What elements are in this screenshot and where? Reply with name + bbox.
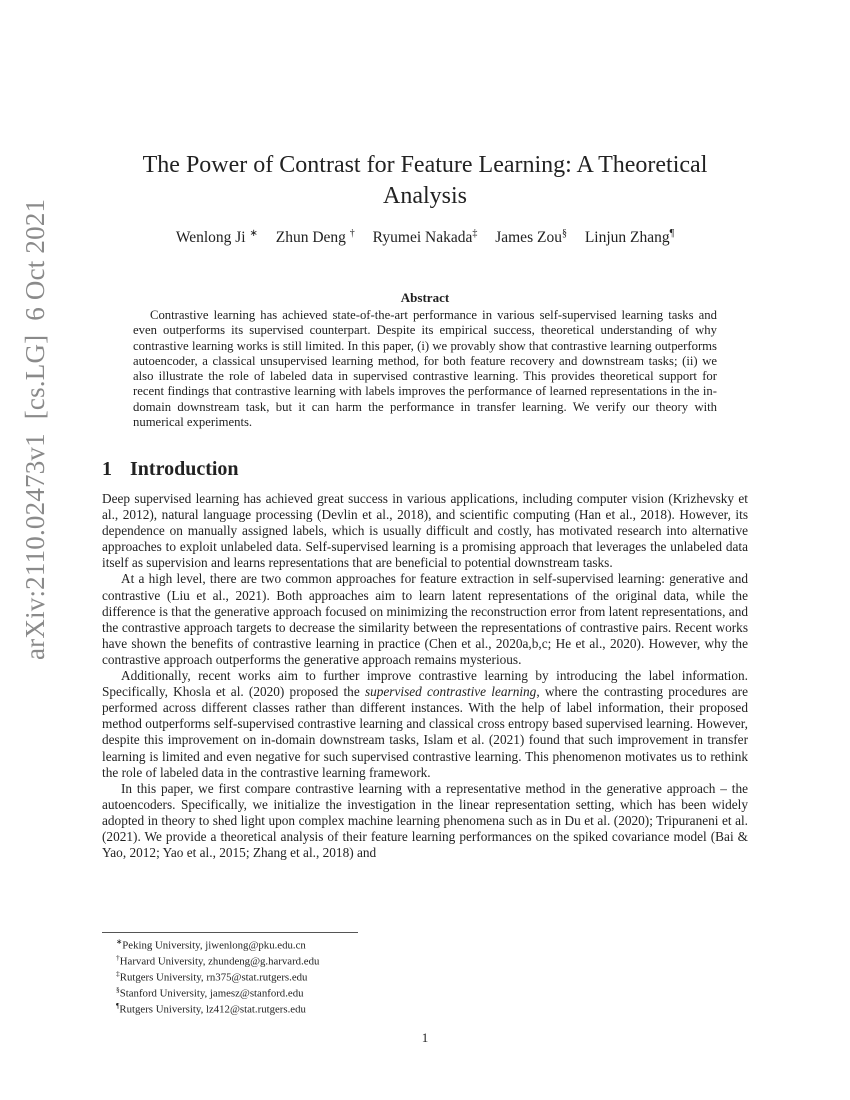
author xyxy=(373,229,478,246)
author-mark: ∗ xyxy=(249,228,258,239)
footnote xyxy=(116,936,319,952)
paragraph xyxy=(102,668,748,781)
section-body xyxy=(102,491,748,861)
author-mark: ‡ xyxy=(472,228,478,239)
paragraph-text: Additionally, recent works aim to further improve contrastive learning by introducing the label information. Specifically, Khosla et al. (2020) proposed the xyxy=(102,668,748,700)
author xyxy=(585,229,674,246)
footnote-mark: ∗ xyxy=(116,937,123,946)
footnote-mark: ¶ xyxy=(116,1001,120,1010)
author-mark: ¶ xyxy=(669,228,675,239)
footnote-text: Rutgers University, lz412@stat.rutgers.edu xyxy=(119,1003,306,1016)
footnotes xyxy=(116,936,319,1016)
emphasis-text: supervised contrastive learning xyxy=(364,684,537,700)
abstract-text: Contrastive learning has achieved state-of-the-art performance in various self-supervised learning tasks and even outperforms its supervised counterpart. Despite its empirical success, theoretical understanding of why contrastive learning works is still limited. In this paper, (i) we provably show that contrastive learning outperforms autoencoder, a classical unsupervised learning method, for both feature recovery and downstream tasks; (ii) we also illustrate the role of labeled data in supervised contrastive learning. This provides theoretical support for recent findings that contrastive learning with labels improves the performance of learned representations in the in-domain downstream task, but it can harm the performance in transfer learning. We verify our theory with numerical experiments. xyxy=(133,308,717,430)
footnote-text: Harvard University, zhundeng@g.harvard.edu xyxy=(119,955,320,968)
paragraph: Deep supervised learning has achieved great success in various applications, including computer vision (Krizhevsky et al., 2012), natural language processing (Devlin et al., 2018), and scientific computing (Han et al., 2018). However, its dependence on manually assigned labels, which is usually difficult and costly, has motivated research into alternative approaches to exploit unlabeled data. Self-supervised learning is a promising approach that leverages the unlabeled data itself as supervision and learns representations that are beneficial to potential downstream tasks. xyxy=(102,491,748,571)
author-name: Zhun Deng xyxy=(275,229,346,247)
arxiv-stamp: arXiv:2110.02473v1 [cs.LG] 6 Oct 2021 xyxy=(20,198,50,660)
footnote xyxy=(116,952,319,968)
author-name: Ryumei Nakada xyxy=(372,229,473,247)
section-heading xyxy=(102,458,239,481)
footnote xyxy=(116,1000,319,1016)
paper-title: The Power of Contrast for Feature Learning: A Theoretical Analysis xyxy=(142,152,708,209)
footnote-text: Rutgers University, rn375@stat.rutgers.edu xyxy=(119,971,308,984)
author-name: James Zou xyxy=(495,229,562,247)
paragraph: In this paper, we first compare contrastive learning with a representative method in the generative approach – the autoencoders. Specifically, we initialize the investigation in the linear representation setting, which has been widely adopted in theory to shed light upon complex machine learning phenomena such as in Du et al. (2020); Tripuraneni et al. (2021). We provide a theoretical analysis of their feature learning performances on the spiked covariance model (Bai & Yao, 2012; Yao et al., 2015; Zhang et al., 2018) and xyxy=(102,780,748,861)
footnote-mark: † xyxy=(116,953,120,962)
footnote xyxy=(116,984,319,1000)
section-title: Introduction xyxy=(130,458,239,480)
abstract-heading: Abstract xyxy=(400,290,450,305)
paragraph-text: , where the contrasting procedures are performed across different classes rather than different instances. With the help of label information, their proposed method outperforms self-supervised contrastive learning and classical cross entropy based supervised learning. However, despite this improvement on in-domain downstream tasks, Islam et al. (2021) found that such improvement in transfer learning is limited and even negative for such supervised contrastive learning. This phenomenon motivates us to rethink the role of labeled data in the contrastive learning framework. xyxy=(102,684,748,780)
author-name: Linjun Zhang xyxy=(584,229,670,247)
footnote-text: Stanford University, jamesz@stanford.edu xyxy=(119,987,304,1000)
section-number: 1 xyxy=(102,458,112,480)
footnote-mark: ‡ xyxy=(116,969,120,978)
paragraph: At a high level, there are two common approaches for feature extraction in self-supervised learning: generative and contrastive (Liu et al., 2021). Both approaches aim to learn latent representations of the original data, while the difference is that the generative approach focused on minimizing the reconstruction error from latent representations, and the contrastive approach targets to decrease the similarity between the representations of contrastive pairs. Recent works have shown the benefits of contrastive learning in practice (Chen et al., 2020a,b,c; He et al., 2020). However, why the contrastive approach outperforms the generative approach remains mysterious. xyxy=(102,571,748,667)
author xyxy=(276,229,355,246)
page-number: 1 xyxy=(421,1030,429,1045)
author-name: Wenlong Ji xyxy=(175,229,246,247)
footnote-mark: § xyxy=(116,985,120,994)
footnote-rule xyxy=(102,932,358,933)
footnote xyxy=(116,968,319,984)
author-list xyxy=(100,228,750,247)
footnote-text: Peking University, jiwenlong@pku.edu.cn xyxy=(122,939,306,952)
author xyxy=(176,229,258,246)
author-mark: † xyxy=(349,228,355,239)
author-mark: § xyxy=(561,228,567,239)
author xyxy=(495,229,567,246)
